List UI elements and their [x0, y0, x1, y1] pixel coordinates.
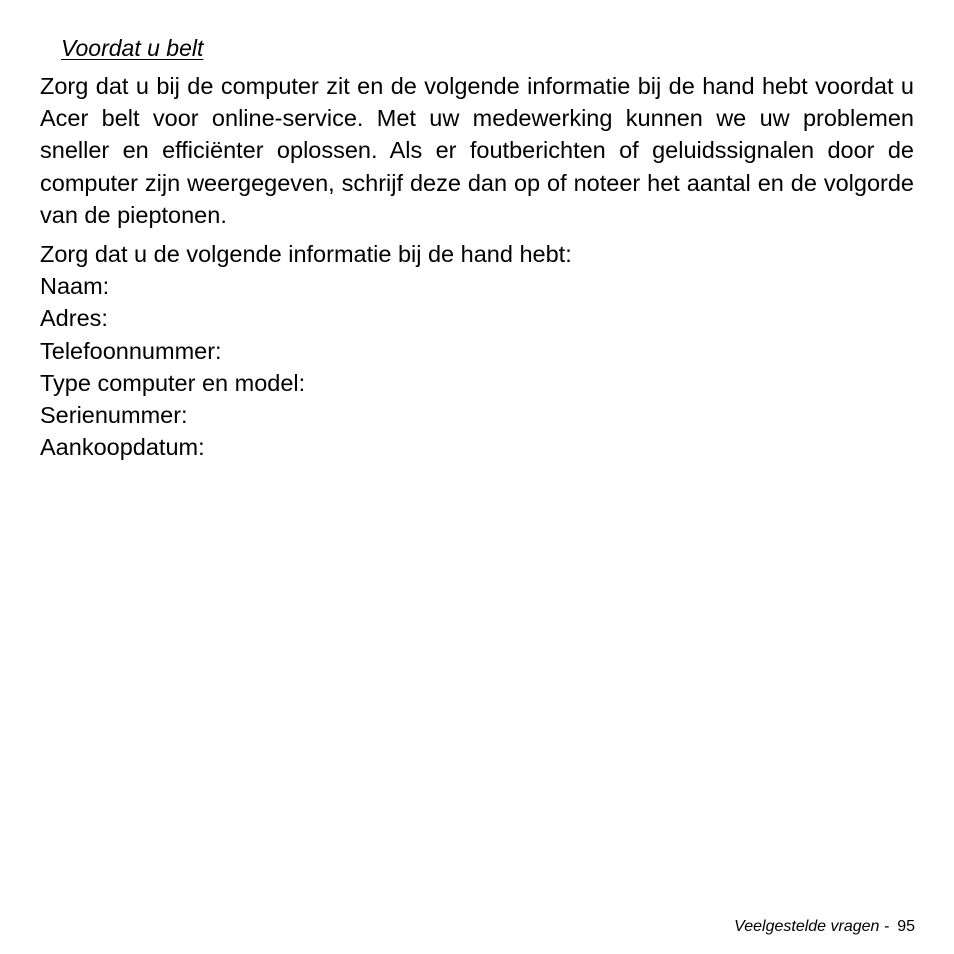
- info-list: [40, 238, 572, 463]
- field-computer-model: Type computer en model:: [40, 369, 306, 396]
- page-number: 95: [897, 918, 915, 935]
- field-purchase-date: Aankoopdatum:: [40, 434, 205, 461]
- section-heading: Voordat u belt: [61, 35, 204, 61]
- field-address: Adres:: [40, 305, 108, 332]
- field-name: Naam:: [40, 273, 110, 300]
- field-serial-number: Serienummer:: [40, 402, 188, 429]
- body-paragraph: Zorg dat u bij de computer zit en de volgende informatie bij de hand hebt voordat u Acer belt voor online-service. Met uw medewerking kunnen we uw problemen sneller en efficiënter oplossen. Als er foutberichten of geluidssignalen door de computer zijn weergegeven, schrijf deze dan op of noteer het aantal en de volgorde van de pieptonen.: [40, 73, 914, 228]
- intro-line: Zorg dat u de volgende informatie bij de hand hebt:: [40, 241, 572, 267]
- page-footer: [734, 917, 915, 937]
- field-phone: Telefoonnummer:: [40, 337, 222, 364]
- footer-section-title: Veelgestelde vragen -: [734, 918, 890, 935]
